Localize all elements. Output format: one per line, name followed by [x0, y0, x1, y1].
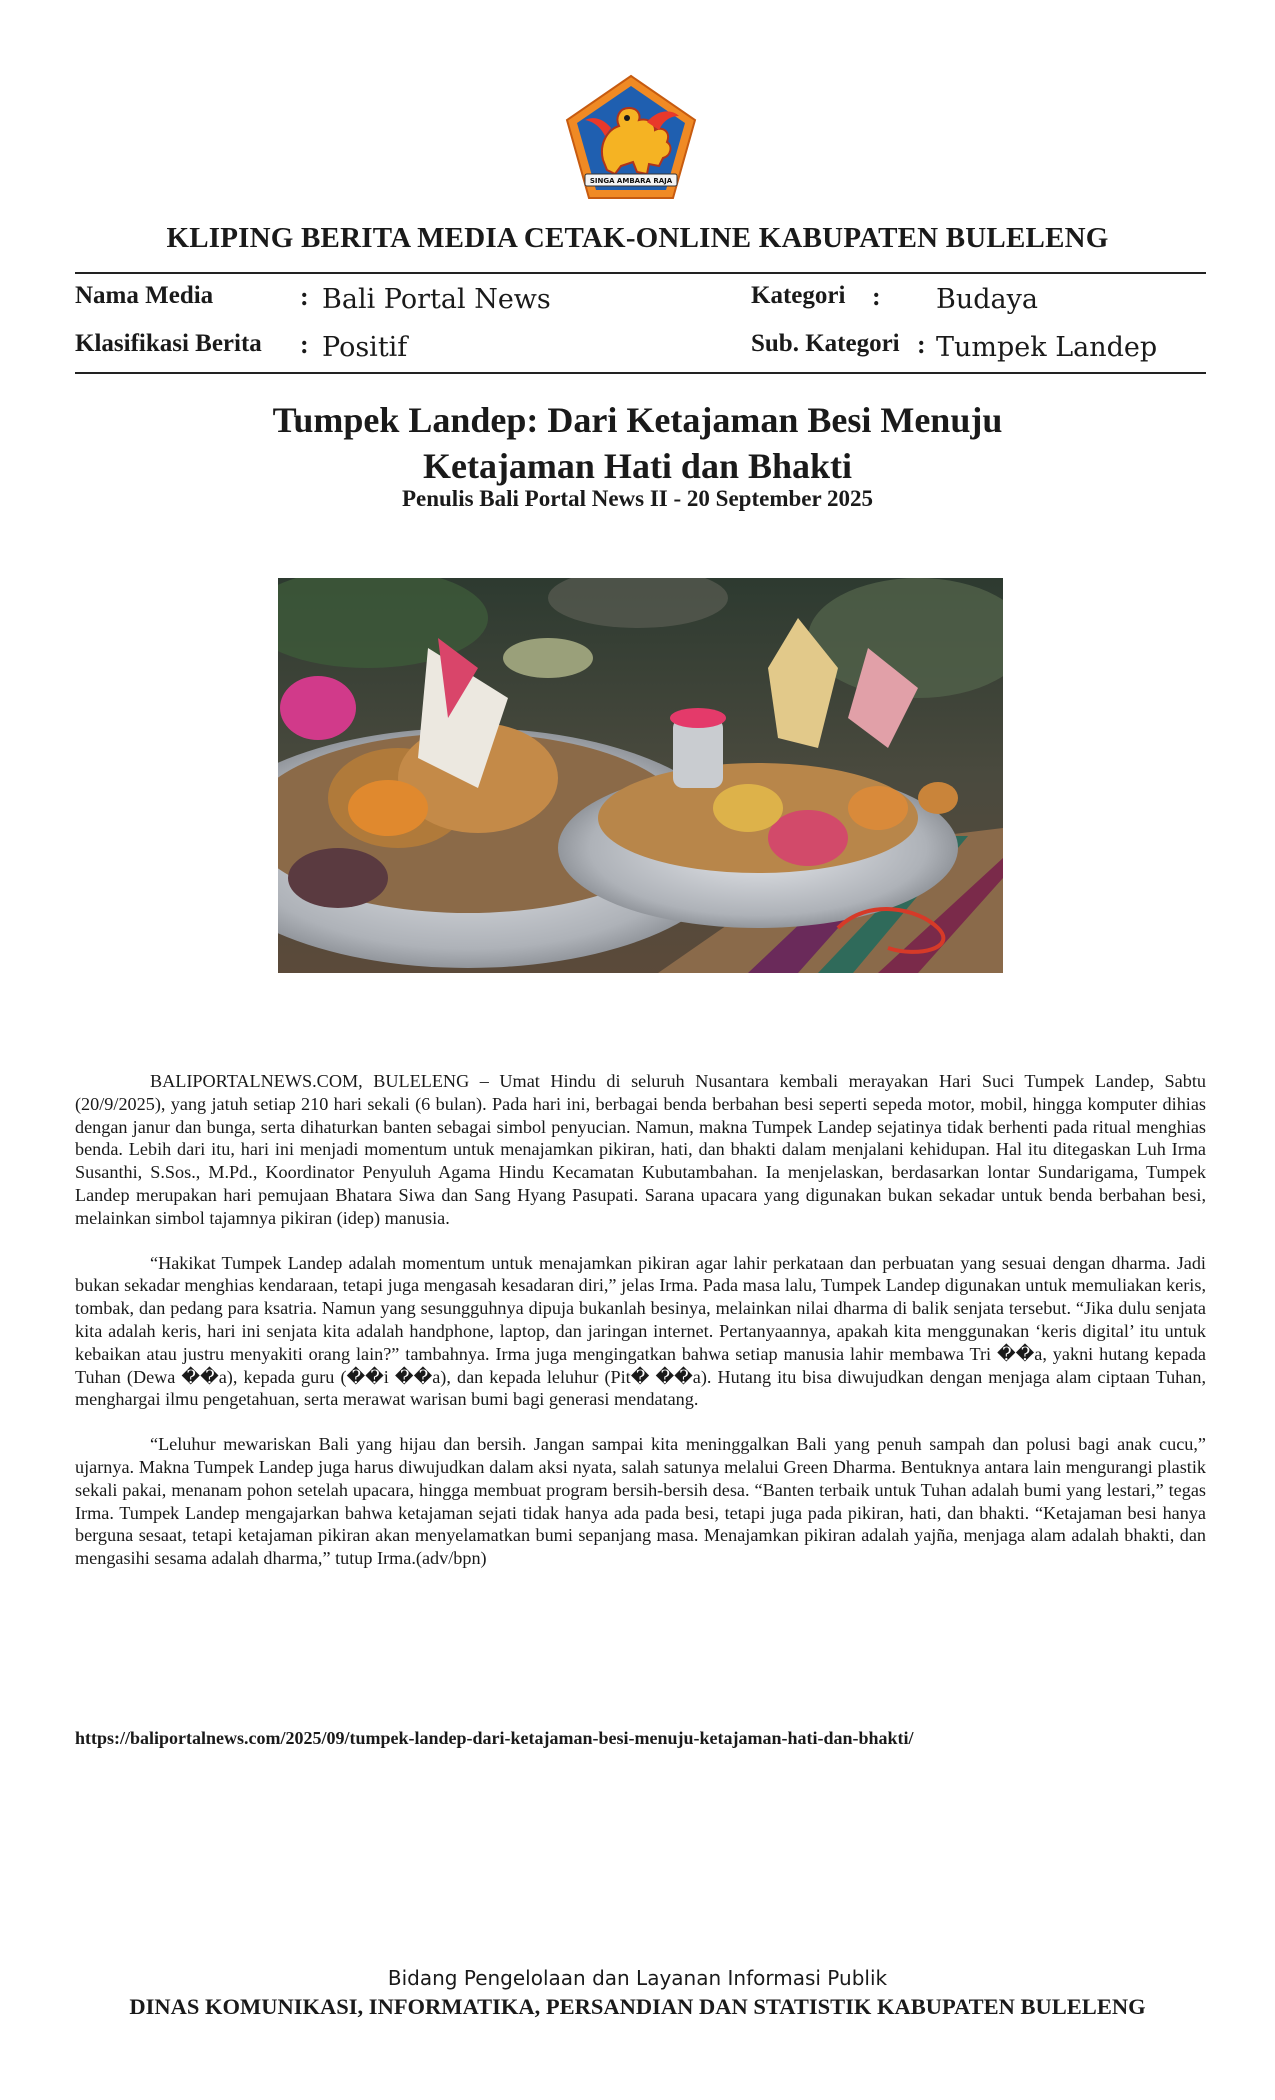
buleleng-crest-icon — [563, 74, 699, 202]
offering-photo-icon — [278, 578, 1003, 973]
article-paragraph-1: BALIPORTALNEWS.COM, BULELENG – Umat Hindu di seluruh Nusantara kembali merayakan Hari Suci Tumpek Landep, Sabtu (20/9/2025), yang jatuh setiap 210 hari sekali (6 bulan). Pada hari ini, berbagai benda berbahan besi seperti sepeda motor, mobil, hingga komputer dihias dengan janur dan bunga, serta dihaturkan banten sebagai simbol penyucian. Namun, makna Tumpek Landep sejatinya tidak berhenti pada ritual menghias benda. Lebih dari itu, hari ini menjadi momentum untuk menajamkan pikiran, hati, dan bhakti dalam menjalani kehidupan. Hal itu ditegaskan Luh Irma Susanthi, S.Sos., M.Pd., Koordinator Penyuluh Agama Hindu Kecamatan Kubutambahan. Ia menjelaskan, berdasarkan lontar Sundarigama, Tumpek Landep merupakan hari pemujaan Bhatara Siwa dan Sang Hyang Pasupati. Sarana upacara yang digunakan bukan sekadar untuk benda berbahan besi, melainkan simbol tajamnya pikiran (idep) manusia. — [75, 1071, 1206, 1228]
article-body — [75, 1070, 1206, 1592]
media-value: Bali Portal News — [322, 284, 551, 315]
footer-office: DINAS KOMUNIKASI, INFORMATIKA, PERSANDIAN DAN STATISTIK KABUPATEN BULELENG — [129, 1994, 1146, 2019]
article-title — [150, 397, 1125, 489]
header-rule-bottom — [75, 372, 1206, 374]
subcategory-label: Sub. Kategori — [751, 330, 900, 357]
media-label: Nama Media — [75, 282, 214, 309]
subcategory-colon: : — [917, 330, 926, 359]
article-paragraph-3: “Leluhur mewariskan Bali yang hijau dan bersih. Jangan sampai kita meninggalkan Bali yang penuh sampah dan polusi bagi anak cucu,” ujarnya. Makna Tumpek Landep juga harus diwujudkan dalam aksi nyata, salah satunya melalui Green Dharma. Bentuknya antara lain mengurangi plastik sekali pakai, menanam pohon setelah upacara, hingga membuat program bersih-bersih desa. “Banten terbaik untuk Tuhan adalah bumi yang lestari,” tegas Irma. Tumpek Landep mengajarkan bahwa ketajaman sejati tidak hanya ada pada besi, tetapi juga pada pikiran, hati, dan bhakti. “Ketajaman besi hanya berguna sesaat, tetapi ketajaman pikiran akan menyelamatkan bumi sepanjang masa. Menajamkan pikiran adalah yajña, menjaga alam adalah bhakti, dan mengasihi sesama adalah dharma,” tutup Irma.(adv/bpn) — [75, 1434, 1206, 1569]
category-colon: : — [872, 282, 881, 311]
category-label: Kategori — [751, 282, 846, 309]
classification-value: Positif — [322, 332, 408, 363]
classification-colon: : — [300, 330, 309, 359]
subcategory-value: Tumpek Landep — [936, 332, 1158, 363]
source-url-link[interactable]: https://baliportalnews.com/2025/09/tumpek-landep-dari-ketajaman-besi-menuju-ketajaman-hati-dan-bhakti/ — [75, 1728, 914, 1748]
article-byline: Penulis Bali Portal News II - 20 September 2025 — [401, 486, 874, 511]
header-rule-top — [75, 272, 1206, 274]
article-paragraph-2: “Hakikat Tumpek Landep adalah momentum untuk menajamkan pikiran agar lahir perkataan dan perbuatan yang sesuai dengan dharma. Jadi bukan sekadar menghias kendaraan, tetapi juga mengasah kesadaran diri,” jelas Irma. Pada masa lalu, Tumpek Landep digunakan untuk memuliakan keris, tombak, dan pedang para ksatria. Namun yang sesungguhnya dipuja bukanlah besinya, melainkan nilai dharma di balik senjata tersebut. “Jika dulu senjata kita adalah keris, hari ini senjata kita adalah handphone, laptop, dan jaringan internet. Pertanyaannya, apakah kita menggunakan ‘keris digital’ itu untuk kebaikan atau justru menyakiti orang lain?” tambahnya. Irma juga mengingatkan bahwa setiap manusia lahir membawa Tri ��a, yakni hutang kepada Tuhan (Dewa ��a), kepada guru (��i ��a), dan kepada leluhur (Pit� ��a). Hutang itu bisa diwujudkan dengan menjaga alam ciptaan Tuhan, menghargai ilmu pengetahuan, serta merawat warisan bumi bagi generasi mendatang. — [75, 1252, 1206, 1410]
classification-label: Klasifikasi Berita — [75, 330, 262, 357]
meta-row-classification — [75, 326, 1206, 362]
category-value: Budaya — [936, 284, 1038, 315]
article-title-line-2: Ketajaman Hati dan Bhakti — [422, 446, 853, 486]
logo-motto: SINGA AMBARA RAJA — [589, 177, 673, 185]
footer-subtitle: Bidang Pengelolaan dan Layanan Informasi Publik — [387, 1966, 888, 1990]
article-title-line-1: Tumpek Landep: Dari Ketajaman Besi Menuju — [272, 400, 1003, 440]
meta-row-media — [75, 280, 1206, 316]
media-colon: : — [300, 282, 309, 311]
clipping-header-title: KLIPING BERITA MEDIA CETAK-ONLINE KABUPATEN BULELENG — [166, 222, 1109, 254]
